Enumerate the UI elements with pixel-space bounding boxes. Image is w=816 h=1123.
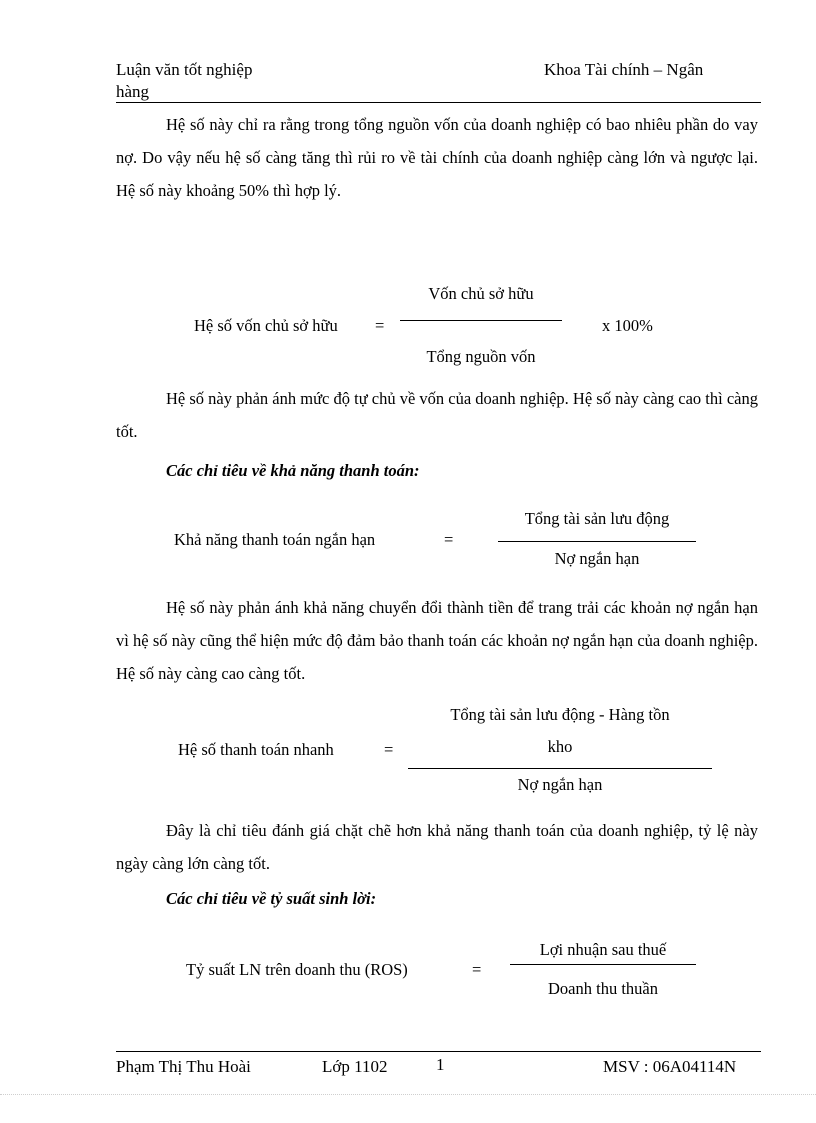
paragraph-current-ratio: Hệ số này phản ánh khả năng chuyển đổi thành tiền để trang trải các khoản nợ ngắn hạn vì hệ số này cũng thể hiện mức độ đảm bảo thanh toán các khoản nợ ngắn hạn của doanh nghiệp. Hệ số này càng cao càng tốt.: [116, 598, 758, 683]
formula-current-ratio-label: Khả năng thanh toán ngắn hạn: [174, 530, 376, 549]
formula-current-ratio-denominator: Nợ ngắn hạn: [554, 549, 640, 568]
formula-quick-ratio-numerator: Tổng tài sản lưu động - Hàng tồn: [450, 705, 670, 724]
formula-equity-ratio-numerator: Vốn chủ sở hữu: [428, 284, 534, 303]
header-title-continued: hàng: [116, 82, 150, 101]
page-number: 1: [436, 1055, 445, 1074]
footer-class: Lớp 1102: [322, 1057, 388, 1076]
formula-equity-ratio-label: Hệ số vốn chủ sở hữu: [194, 316, 338, 335]
formula-current-ratio-equals: =: [444, 530, 454, 549]
formula-quick-ratio-denominator: Nợ ngắn hạn: [517, 775, 603, 794]
formula-quick-ratio-equals: =: [384, 740, 394, 759]
formula-equity-ratio-multiplier: x 100%: [602, 316, 653, 335]
footer-student-id: MSV : 06A04114N: [603, 1057, 737, 1076]
footer-divider: [116, 1051, 761, 1052]
header-divider: [116, 102, 761, 103]
paragraph-debt-ratio: Hệ số này chỉ ra rằng trong tổng nguồn vốn của doanh nghiệp có bao nhiêu phần do vay nợ. Do vậy nếu hệ số càng tăng thì rủi ro về tài chính của doanh nghiệp càng lớn và ngược lại. Hệ số này khoảng 50% thì hợp lý.: [116, 115, 758, 200]
formula-current-ratio-numerator: Tổng tài sản lưu động: [524, 509, 670, 528]
formula-equity-ratio-denominator: Tổng nguồn vốn: [426, 347, 536, 366]
formula-equity-ratio-equals: =: [375, 316, 385, 335]
header-department: Khoa Tài chính – Ngân: [544, 60, 704, 79]
formula-ros-numerator: Lợi nhuận sau thuế: [539, 940, 667, 959]
formula-equity-ratio-fraction-bar: [400, 320, 562, 321]
formula-ros-denominator: Doanh thu thuần: [548, 979, 658, 998]
formula-quick-ratio-label: Hệ số thanh toán nhanh: [178, 740, 334, 759]
page-bottom-edge: [0, 1094, 816, 1095]
footer-author: Phạm Thị Thu Hoài: [116, 1057, 251, 1076]
paragraph-equity-ratio: Hệ số này phản ánh mức độ tự chủ về vốn của doanh nghiệp. Hệ số này càng cao thì càng tốt.: [116, 389, 759, 441]
formula-ros-equals: =: [472, 960, 482, 979]
section-heading-profitability: Các chỉ tiêu về tỷ suất sinh lời:: [166, 889, 377, 908]
section-heading-liquidity: Các chỉ tiêu về khả năng thanh toán:: [166, 461, 420, 480]
formula-current-ratio-fraction-bar: [498, 541, 696, 542]
formula-ros-label: Tỷ suất LN trên doanh thu (ROS): [186, 960, 408, 979]
paragraph-quick-ratio: Đây là chỉ tiêu đánh giá chặt chẽ hơn khả năng thanh toán của doanh nghiệp, tỷ lệ này ngày càng lớn càng tốt.: [116, 821, 758, 873]
formula-quick-ratio-numerator-continued: kho: [547, 737, 573, 756]
formula-quick-ratio-fraction-bar: [408, 768, 712, 769]
header-title: Luận văn tốt nghiệp: [116, 60, 253, 79]
formula-ros-fraction-bar: [510, 964, 696, 965]
